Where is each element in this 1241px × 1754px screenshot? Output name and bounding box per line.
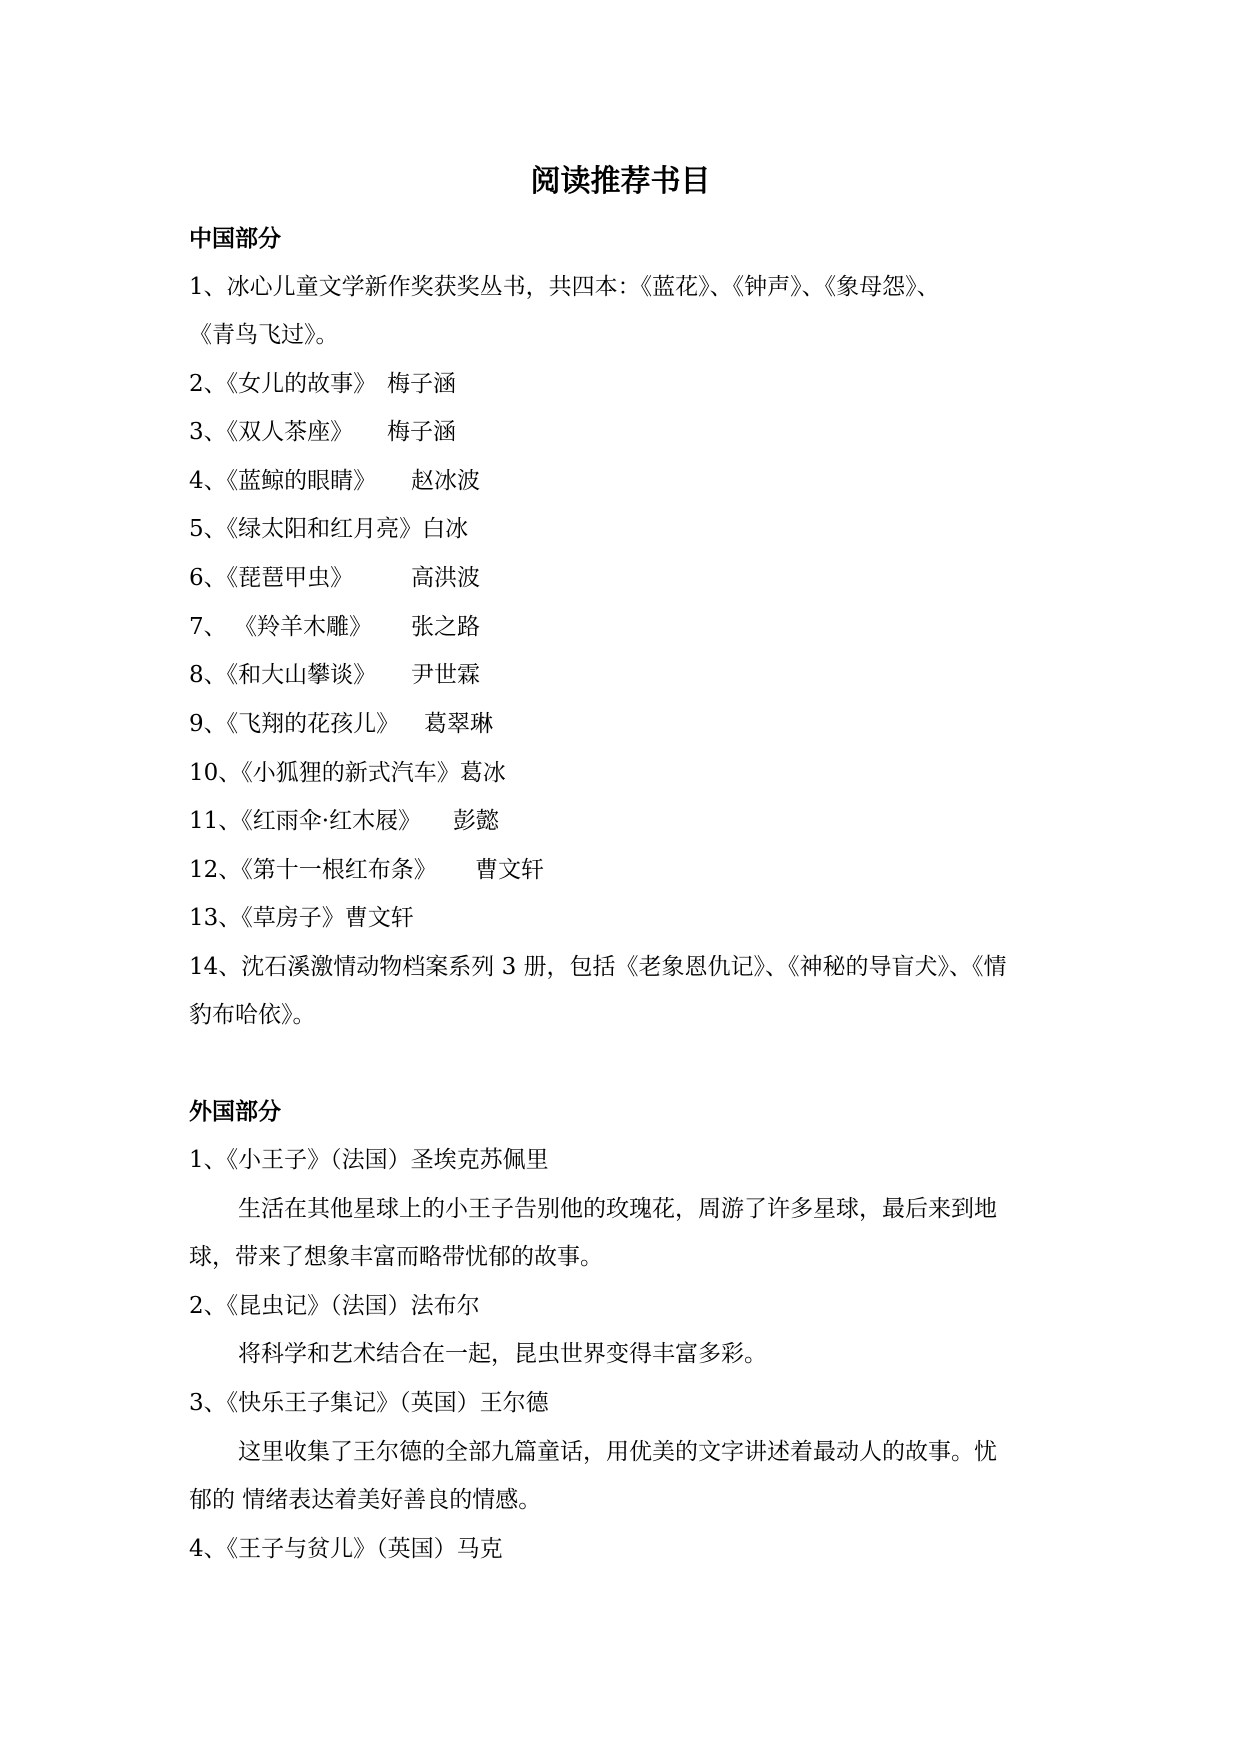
chinese-item-14-line-1: 14、沈石溪激情动物档案系列 3 册，包括《老象恩仇记》、《神秘的导盲犬》、《情 [189,954,1007,980]
foreign-item-1-title: 1、《小王子》（法国）圣埃克苏佩里 [189,1147,549,1173]
chinese-book-item [189,658,480,692]
book-author: 高洪波 [411,565,480,591]
chinese-book-item [189,804,499,838]
book-title: 2、《女儿的故事》 [189,371,377,397]
document-title: 阅读推荐书目 [530,164,711,199]
book-author: 赵冰波 [411,468,480,494]
chinese-item-1-line-2: 《青鸟飞过》。 [189,322,339,348]
chinese-book-item [189,756,506,790]
book-title: 10、《小狐狸的新式汽车》葛冰 [189,760,506,786]
foreign-item-3-title: 3、《快乐王子集记》（英国）王尔德 [189,1390,549,1416]
foreign-item-1-desc-line-2: 球，带来了想象丰富而略带忧郁的故事。 [189,1244,603,1270]
book-title: 8、《和大山攀谈》 [189,662,377,688]
chinese-book-item [189,610,480,644]
section-heading-chinese: 中国部分 [189,225,281,252]
book-author: 梅子涵 [387,419,456,445]
foreign-item-3-desc-line-2: 郁的 情绪表达着美好善良的情感。 [189,1487,542,1513]
foreign-item-2-title: 2、《昆虫记》（法国）法布尔 [189,1293,480,1319]
chinese-book-item [189,901,414,935]
book-author: 尹世霖 [411,662,480,688]
book-title: 12、《第十一根红布条》 [189,857,437,883]
chinese-book-item [189,561,480,595]
foreign-item-2-desc-line-1: 将科学和艺术结合在一起，昆虫世界变得丰富多彩。 [238,1341,767,1367]
chinese-item-1-line-1: 1、冰心儿童文学新作奖获奖丛书，共四本：《蓝花》、《钟声》、《象母怨》、 [189,274,940,300]
chinese-book-item [189,853,544,887]
book-title: 9、《飞翔的花孩儿》 [189,711,400,737]
foreign-item-1-desc-line-1: 生活在其他星球上的小王子告别他的玫瑰花，周游了许多星球，最后来到地 [238,1196,997,1222]
book-title: 4、《蓝鲸的眼睛》 [189,468,377,494]
book-author: 葛翠琳 [424,711,493,737]
book-title: 11、《红雨伞·红木屐》 [189,808,422,834]
book-author: 张之路 [411,614,480,640]
section-heading-foreign: 外国部分 [189,1098,281,1125]
chinese-book-item [189,707,493,741]
chinese-book-item [189,512,468,546]
book-author: 彭懿 [453,808,499,834]
book-author: 梅子涵 [387,371,456,397]
chinese-book-item [189,367,456,401]
book-title: 3、《双人茶座》 [189,419,354,445]
foreign-item-3-desc-line-1: 这里收集了王尔德的全部九篇童话，用优美的文字讲述着最动人的故事。忧 [238,1439,997,1465]
chinese-book-item [189,464,480,498]
book-title: 6、《琵琶甲虫》 [189,565,354,591]
chinese-book-item [189,415,456,449]
book-title: 5、《绿太阳和红月亮》白冰 [189,516,469,542]
chinese-item-14-line-2: 豹布哈依》。 [189,1002,316,1028]
book-title: 13、《草房子》曹文轩 [189,905,414,931]
book-title: 7、 《羚羊木雕》 [189,614,372,640]
foreign-item-4-title: 4、《王子与贫儿》（英国）马克 [189,1536,503,1562]
book-author: 曹文轩 [475,857,544,883]
